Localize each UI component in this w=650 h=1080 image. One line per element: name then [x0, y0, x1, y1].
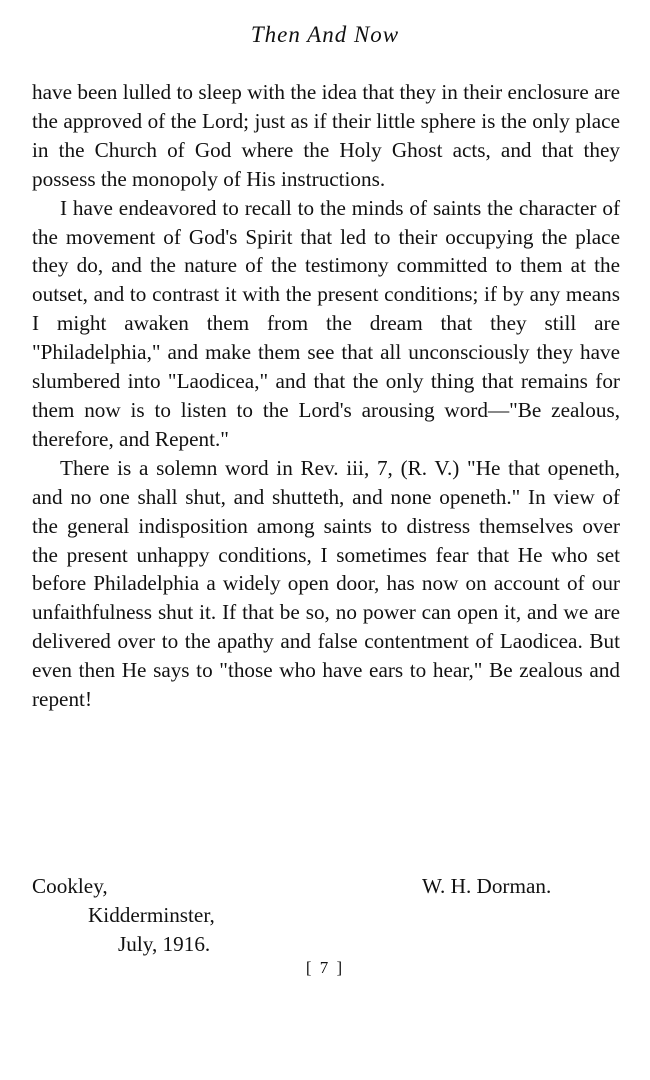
signature-author: W. H. Dorman. — [422, 874, 552, 898]
signature-place-line-1: Cookley, — [32, 874, 108, 898]
page-number: [ 7 ] — [305, 958, 345, 977]
paragraph-1: have been lulled to sleep with the idea that they in their enclosure are the approved of the Lord; just as if their little sphere is the only place in the Church of God where the Holy Ghost acts, and that they possess the monopoly of His instructions. — [32, 80, 620, 191]
running-head: Then And Now — [250, 22, 400, 47]
paragraph-2: I have endeavored to recall to the minds of saints the character of the movement of God's Spirit that led to their occupying the place they do, and the nature of the testimony committed to them at the outset, and to contrast it with the present conditions; if by any means I might awaken them from the dream that they still are "Philadelphia," and make them see that all unconsciously they have slumbered into "Laodicea," and that the only thing that remains for them now is to listen to the Lord's arousing word—"Be zealous, therefore, and Repent." — [32, 195, 620, 451]
paragraph-3: There is a solemn word in Rev. iii, 7, (R. V.) "He that openeth, and no one shall shut, and shutteth, and none openeth." In view of the general indisposition among saints to distress themselves over the present unhappy conditions, I sometimes fear that He who set before Philadelphia a widely open door, has now on account of our unfaithfulness shut it. If that be so, no power can open it, and we are delivered over to the apathy and false contentment of Laodicea. But even then He says to "those who have ears to hear," Be zealous and repent! — [32, 455, 620, 712]
body-text — [32, 78, 620, 714]
signature-place-line-2: Kidderminster, — [88, 903, 215, 927]
signature-date: July, 1916. — [118, 932, 211, 956]
